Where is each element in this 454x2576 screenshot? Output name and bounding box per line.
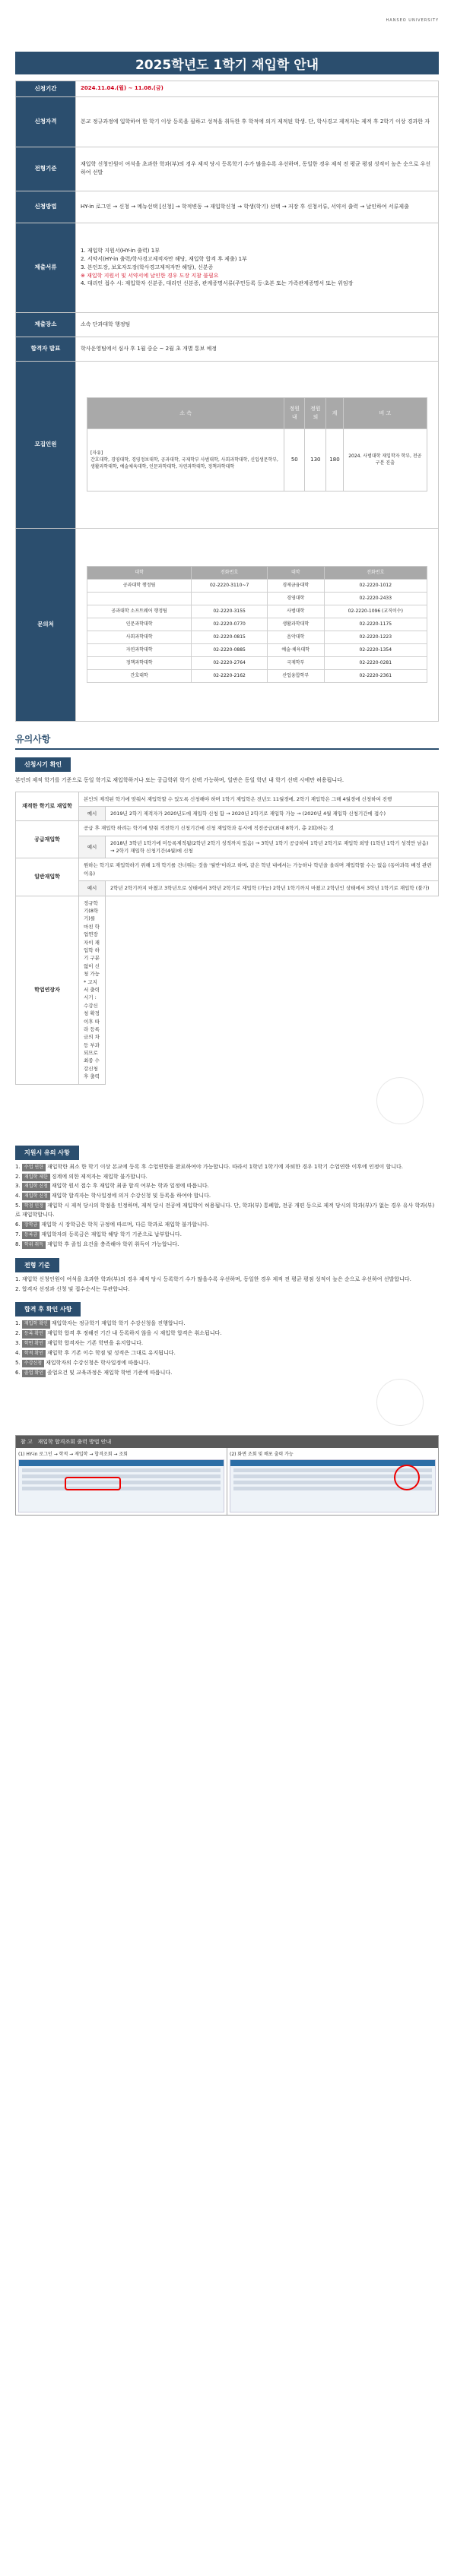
contact-cell-value: 사회과학대학 xyxy=(87,631,192,643)
list-item-tag: 재입학 신청 xyxy=(22,1183,50,1190)
list-item-number: 8. xyxy=(15,1241,22,1247)
top-bar xyxy=(15,17,439,24)
list-item-text: 재입학 원서 접수 후 재입학 최종 합격 여부는 학과 일정에 따릅니다. xyxy=(51,1183,209,1190)
row-office xyxy=(16,312,439,337)
list-item-number: 3. xyxy=(15,1183,22,1190)
contact-row xyxy=(87,592,427,605)
list-item-number: 2. xyxy=(15,1173,22,1180)
notice-row-text: 공급 후 재입학 하려는 학기에 맞춰 직전학기 신청기간에 신청 재입학과 동시에 직전공급(최대 8학기, 총 2회)하는 것 xyxy=(79,821,439,836)
list-item xyxy=(15,1163,439,1172)
notice-example-row xyxy=(16,836,439,858)
contact-header: 대학 xyxy=(267,567,324,579)
notice-example-tag: 예시 xyxy=(79,806,106,820)
notice-row xyxy=(16,821,439,836)
notice-row xyxy=(16,792,439,806)
contact-cell-value: 02-2220-3110~7 xyxy=(192,579,268,592)
list-item xyxy=(15,1192,439,1201)
list-item-number: 1. xyxy=(15,1163,22,1170)
list-item-text: 징계에 의한 제적자는 재입학 불가합니다. xyxy=(51,1173,148,1180)
document-item: 2. 서약서(HY-in 출력/학사경고제적자만 해당, 재입학 합격 후 제출) 1부 xyxy=(81,255,247,262)
list-item-tag: 졸업 확인 xyxy=(22,1370,46,1377)
contact-cell-value: 02-2220-3155 xyxy=(192,605,268,618)
contact-cell-value: 02-2220-1012 xyxy=(324,579,427,592)
contact-row xyxy=(87,618,427,631)
notice-row-text: 본인의 제적된 학기에 맞춰서 재입학할 수 있도록 신청해야 하며 1학기 제입학은 전년도 11월경에, 2학기 재입학은 그해 4월경에 신청하여 진행 xyxy=(79,792,439,806)
contact-cell-value: 02-2220-0815 xyxy=(192,631,268,643)
list-item-text: 재입학 합격 후 정해진 기간 내 등록하지 않을 시 재입학 합격은 취소됩니다. xyxy=(47,1330,222,1337)
row-quota xyxy=(16,361,439,528)
list-item xyxy=(15,1231,439,1240)
period-label: 신청기간 xyxy=(16,81,76,97)
row-period xyxy=(16,81,439,97)
list-item-text: 졸업요건 및 교육과정은 재입학 학번 기준에 따릅니다. xyxy=(47,1369,173,1376)
guide-header: 참 고 재입학 합격조회 출력 방법 안내 xyxy=(16,1436,438,1448)
list-item-tag: 학번 확인 xyxy=(22,1340,46,1348)
document-item: 1. 재입학 지원서(HY-in 출력) 1부 xyxy=(81,248,160,254)
contact-header: 전화번호 xyxy=(192,567,268,579)
list-item xyxy=(15,1221,439,1230)
list-item-tag: 재입학 신청 xyxy=(22,1193,50,1200)
row-selection xyxy=(16,147,439,191)
contact-header: 전화번호 xyxy=(324,567,427,579)
list-item-tag: 학점 인정 xyxy=(22,1203,46,1210)
contact-cell-value: 생활과학대학 xyxy=(267,618,324,631)
list-item xyxy=(15,1339,439,1348)
quota-unit: [자유] 간호대학, 경영대학, 경영정보대학, 공과대학, 국제학부 사범대학, 사회과학대학, 신입생문학부, 생활과학대학, 예술체육대학, 인문과학대학, 자연과학대학, 정책과학대학 xyxy=(87,428,284,491)
contact-cell-value xyxy=(87,592,192,605)
list-item xyxy=(15,1349,439,1358)
row-method xyxy=(16,191,439,223)
contact-cell-value: 국제학부 xyxy=(267,656,324,669)
quota-header: 비 고 xyxy=(343,398,427,429)
notice-title: 유의사항 xyxy=(15,733,51,744)
contact-cell-value: 02-2220-2361 xyxy=(324,669,427,682)
contact-cell-value: 인문과학대학 xyxy=(87,618,192,631)
guide-step2: (2) 화면 조회 및 배포 출력 가능 xyxy=(227,1448,438,1515)
contact-cell-value: 예술·체육대학 xyxy=(267,643,324,656)
contact-row xyxy=(87,579,427,592)
notice-example-text: 2019년 2학기 제적자가 2020년도에 재입학 신청 함 → 2020년 2학기로 재입학 가능 → (2020년 4월 재입학 신청기간에 접수) xyxy=(106,806,439,820)
screenshot-step2 xyxy=(230,1459,436,1512)
contact-row xyxy=(87,643,427,656)
row-documents xyxy=(16,223,439,312)
qualification-value: 본교 정규과정에 입학하여 한 학기 이상 등록을 필하고 성적을 취득한 후 학적에 의거 제적된 학생. 단, 학사경고 제적자는 제적 후 2학기 이상 경과한 자 xyxy=(76,96,439,147)
list-item-number: 7. xyxy=(15,1231,22,1237)
contact-row xyxy=(87,669,427,682)
contact-cell-value: 사범대학 xyxy=(267,605,324,618)
contact-label: 문의처 xyxy=(16,528,76,721)
contact-cell-value: 산업융합학부 xyxy=(267,669,324,682)
list-item xyxy=(15,1369,439,1378)
selection-label: 전형기준 xyxy=(16,147,76,191)
list-item xyxy=(15,1359,439,1368)
quota-out: 130 xyxy=(305,428,326,491)
list-item-text: 재입학 합격자는 학사일정에 의거 수강신청 및 등록을 하여야 합니다. xyxy=(51,1193,211,1199)
quota-header: 소 속 xyxy=(87,398,284,429)
notice-row xyxy=(16,858,439,881)
contact-cell-value: 02-2220-2764 xyxy=(192,656,268,669)
contact-cell-value: 정책과학대학 xyxy=(87,656,192,669)
guide-box xyxy=(15,1435,439,1516)
notice-table xyxy=(15,792,439,1085)
contact-cell-value: 02-2220-1175 xyxy=(324,618,427,631)
document-item: 3. 본인도장, 보호자도장(학사경고제적자만 해당), 신분증 xyxy=(81,264,214,270)
notice-row-text: 원하는 학기로 재입학하기 위해 1개 학기를 건너뛰는 것을 '월반'이라고 하며, 같은 학년 내에서는 가능하나 학년을 올리며 재입학할 수는 없음 (동아과목 배정 관련 이유) xyxy=(79,858,439,881)
contact-row xyxy=(87,631,427,643)
list-item xyxy=(15,1202,439,1220)
notice-row-label: 재적한 학기로 재입학 xyxy=(16,792,79,821)
contact-header: 대학 xyxy=(87,567,192,579)
list-item-number: 4. xyxy=(15,1350,22,1357)
university-name: HANSEO UNIVERSITY xyxy=(386,18,439,23)
list-item-text: 재입학 합격자는 기존 학번을 유지합니다. xyxy=(47,1340,144,1347)
list-item xyxy=(15,1241,439,1250)
document-item: 4. 대리인 접수 시: 재입학자 신분증, 대리인 신분증, 관계증명서류(주민등록 등‧초본 또는 가족관계증명서 또는 위임장 xyxy=(81,280,354,287)
confirm-text: 본인의 제적 학기를 기준으로 동일 학기로 재입학하거나 또는 공급학위 학기 선택 가능하며, 일반은 동일 학년 내 학기 선택 시에만 허용됩니다. xyxy=(15,776,344,783)
quota-cell xyxy=(76,361,439,528)
list-item xyxy=(15,1329,439,1339)
documents-value xyxy=(76,223,439,312)
after-list xyxy=(15,1320,439,1377)
period-value: 2024.11.04.(월) ~ 11.08.(금) xyxy=(76,81,439,97)
quota-total: 180 xyxy=(326,428,343,491)
list-item-number: 6. xyxy=(15,1369,22,1376)
contact-row xyxy=(87,656,427,669)
contact-cell xyxy=(76,528,439,721)
contact-cell-value: 자연과학대학 xyxy=(87,643,192,656)
list-item-number: 2. xyxy=(15,1330,22,1337)
guide-step1: (1) HY-in 로그인 → 학적 → 재입학 → 합격조회 → 조회 xyxy=(16,1448,227,1515)
selection-value: 재입학 신청인원이 여석을 초과한 학과(부)의 경우 제적 당시 등록학기 수가 많을수록 우선하며, 동일한 경우 제적 전 평균 평점 성적이 높은 순으로 우선하여 선발 xyxy=(76,147,439,191)
list-item-text: 재입학자의 수강신청은 학사일정에 따릅니다. xyxy=(46,1359,151,1366)
notice-example-tag: 예시 xyxy=(79,836,106,858)
notice-example-text: 2018년 3학년 1학기에 미등록제적됨(2학년 2학기 성적까지 있음) → 3학년 1학기 공급하여 1학년 2학기로 재입학 희망 (1학년 1학기 성적만 남음) → 2학기 재입학 신청기간(4월)에 신청 xyxy=(106,836,439,858)
contact-cell-value: 경영대학 xyxy=(267,592,324,605)
list-item-text: 재입학자는 정규학기 재입학 학기 수강신청을 진행합니다. xyxy=(51,1320,186,1327)
notice-row-label: 학업연장자 xyxy=(16,896,79,1084)
contact-cell-value: 경제금융대학 xyxy=(267,579,324,592)
criteria-item: 2. 합격자 선정과 신청 및 접수순서는 무관합니다. xyxy=(15,1285,130,1292)
quota-table xyxy=(87,397,427,491)
list-item-tag: 재입학 제한 xyxy=(22,1174,50,1181)
confirm-header: 신청시기 확인 xyxy=(15,757,71,772)
list-item-tag: 등록 확인 xyxy=(22,1330,46,1338)
university-seal-icon xyxy=(376,1077,424,1124)
result-label: 합격자 발표 xyxy=(16,337,76,361)
info-table xyxy=(15,81,439,722)
document-note: ※ 재입학 지원서 및 서약서에 날인한 경우 도장 지참 불필요 xyxy=(81,272,219,279)
contact-cell-value: 공과대학 소프트웨어 행정팀 xyxy=(87,605,192,618)
list-item xyxy=(15,1182,439,1191)
list-item-text: 재입학자의 등록금은 재입학 해당 학기 기준으로 납부합니다. xyxy=(41,1231,182,1237)
office-value: 소속 단과대학 행정팀 xyxy=(76,312,439,337)
notice-row-label: 일반재입학 xyxy=(16,858,79,896)
contact-cell-value: 02-2220-1354 xyxy=(324,643,427,656)
quota-note: 2024. 사범대학 재입학자 학부, 전공구분 진출 xyxy=(343,428,427,491)
list-item-tag: 수강신청 xyxy=(22,1360,44,1367)
page-title: 2025학년도 1학기 재입학 안내 xyxy=(15,52,439,74)
contact-cell-value: 음악대학 xyxy=(267,631,324,643)
notice-row xyxy=(16,896,439,1084)
contact-cell-value: 02-2220-0770 xyxy=(192,618,268,631)
result-value: 학사운영팀에서 심사 후 1월 중순 ~ 2월 초 개별 통보 예정 xyxy=(76,337,439,361)
qualification-label: 신청자격 xyxy=(16,96,76,147)
after-header: 합격 후 확인 사항 xyxy=(15,1302,81,1316)
notice-example-text: 2학년 2학기까지 마쳤고 3학년으로 상태에서 3학년 2학기로 재입학 (가능) 2학년 1학기까지 마쳤고 2학년인 상태에서 3학년 1학기로 재입학 (불가) xyxy=(106,881,439,896)
criteria-header: 전형 기준 xyxy=(15,1258,59,1272)
office-label: 제출장소 xyxy=(16,312,76,337)
contact-cell-value: 02-2220-2433 xyxy=(324,592,427,605)
contact-cell-value: 02-2220-1223 xyxy=(324,631,427,643)
documents-label: 제출서류 xyxy=(16,223,76,312)
list-item-number: 4. xyxy=(15,1193,22,1199)
contact-cell-value: 간호대학 xyxy=(87,669,192,682)
quota-header: 계 xyxy=(326,398,343,429)
list-item-text: 재입학 후 기존 이수 학점 및 성적은 그대로 유지됩니다. xyxy=(47,1350,176,1357)
notes-list xyxy=(15,1163,439,1250)
quota-header: 정원내 xyxy=(284,398,305,429)
notice-example-tag: 예시 xyxy=(79,881,106,896)
list-item-text: 재입학 시 제적 당시의 학점을 인정하며, 제적 당시 전공에 재입학이 허용됩니다. 단, 학과(부) 통폐합, 전공 개편 등으로 제적 당시의 학과(부)가 없는 경우 유사 학과(부)로 재입학합니다. xyxy=(15,1203,435,1218)
list-item-number: 6. xyxy=(15,1221,22,1228)
contact-cell-value: 02-2220-2162 xyxy=(192,669,268,682)
list-item-text: 재입학한 최소 한 학기 이상 본교에 등록 후 수업연한을 완료하여야 가능합니다. 따라서 1학년 1학기에 자퇴한 경우 1학기 수업연한 이후에 인정이 합니다. xyxy=(47,1163,404,1170)
list-item-tag: 재입학 확인 xyxy=(22,1320,50,1328)
method-label: 신청방법 xyxy=(16,191,76,223)
quota-in: 50 xyxy=(284,428,305,491)
method-value: HY-in 로그인 → 신청 → 메뉴선택 [신청] → 학적변동 → 재입학신청 → 학생(학기) 선택 → 저장 후 신청서류, 서약서 출력 → 날인하여 서류제출 xyxy=(76,191,439,223)
notice-row-label: 공급재입학 xyxy=(16,821,79,858)
row-qualification xyxy=(16,96,439,147)
list-item-number: 5. xyxy=(15,1203,22,1209)
contact-cell-value: 02-2220-0885 xyxy=(192,643,268,656)
contact-cell-value xyxy=(192,592,268,605)
list-item xyxy=(15,1173,439,1182)
contact-cell-value: 02-2220-1096 (교직이수) xyxy=(324,605,427,618)
list-item-number: 1. xyxy=(15,1320,22,1327)
contact-row xyxy=(87,605,427,618)
list-item-tag: 등록금 xyxy=(22,1231,40,1239)
contact-table xyxy=(87,566,427,682)
list-item-number: 3. xyxy=(15,1340,22,1347)
notes-header: 지원시 유의 사항 xyxy=(15,1146,79,1160)
row-contact xyxy=(16,528,439,721)
contact-cell-value: 02-2220-0281 xyxy=(324,656,427,669)
criteria-list xyxy=(15,1275,439,1294)
list-item-text: 재입학 시 장학금은 학칙 규정에 따르며, 다른 학과로 재입학 불가합니다. xyxy=(41,1221,209,1228)
list-item-tag: 학위 취득 xyxy=(22,1241,46,1249)
list-item-number: 5. xyxy=(15,1359,22,1366)
screenshot-step1 xyxy=(18,1459,224,1512)
quota-header: 정원외 xyxy=(305,398,326,429)
list-item xyxy=(15,1320,439,1329)
notice-example-row xyxy=(16,881,439,896)
list-item-tag: 학적 확인 xyxy=(22,1350,46,1358)
quota-label: 모집인원 xyxy=(16,361,76,528)
criteria-item: 1. 재입학 신청인원이 여석을 초과한 학과(부)의 경우 제적 당시 등록학기 수가 많을수록 우선하며, 동일한 경우 제적 전 평균 평점 성적이 높은 순으로 우선하여 선발합니다. xyxy=(15,1275,411,1282)
notice-example-row xyxy=(16,806,439,820)
row-result xyxy=(16,337,439,361)
list-item-tag: 수업 연한 xyxy=(22,1164,46,1171)
list-item-text: 재입학 후 졸업 요건을 충족해야 학위 취득이 가능합니다. xyxy=(47,1241,179,1247)
list-item-tag: 장학금 xyxy=(22,1222,40,1229)
contact-cell-value: 공과대학 행정팀 xyxy=(87,579,192,592)
university-seal-icon xyxy=(376,1379,424,1426)
notice-row-text: 정규학기(8학기)를 마친 학업연장자이 재입학 하기 구분 없이 신청 가능 * 고지서 출력시기 : 수강신청 확정 이후 따라 등록금의 차등 부과되므로 최종 수강신청 후 출력 xyxy=(79,896,106,1084)
